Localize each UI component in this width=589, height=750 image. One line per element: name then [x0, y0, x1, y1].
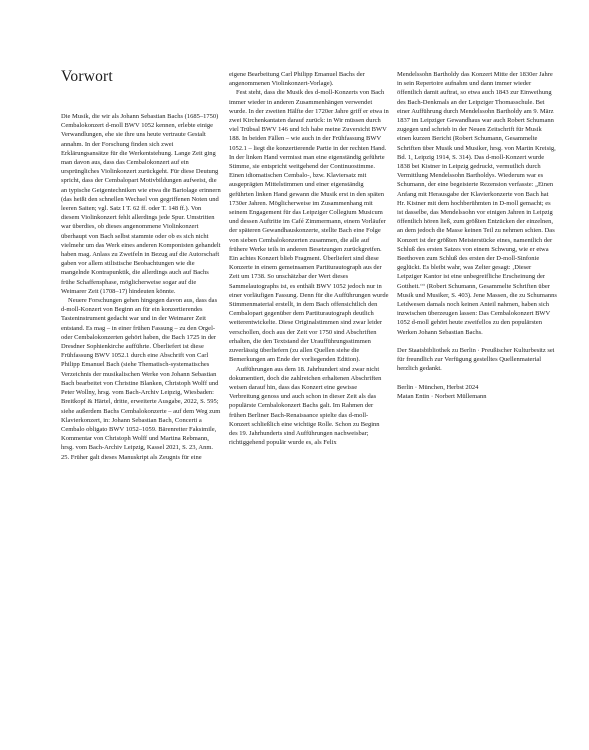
page-title: Vorwort	[61, 68, 113, 85]
place-date: Berlin · München, Herbst 2024	[397, 383, 479, 391]
text-column-2	[229, 70, 389, 447]
text-column-1	[61, 112, 221, 462]
paragraph: Mendelssohn Bartholdy das Konzert Mitte der 1830er Jahre in sein Repertoire aufnahm und dann immer wieder öffentlich damit auftrat, so etwa auch 1843 zur Einweihung des Bach-Denkmals an der Leipziger Thomasschule. Bei einer Aufführung durch Mendelssohn Bartholdy am 9. März 1837 im Leipziger Gewandhaus war auch Robert Schumann zugegen und schrieb in der Neuen Zeitschrift für Musik einen kurzen Bericht (Robert Schumann, Gesammelte Schriften über Musik und Musiker, hrsg. von Martin Kreisig, Bd. 1, Leipzig 1914, S. 314). Das d-moll-Konzert wurde 1838 bei Kistner in Leipzig gedruckt, vermutlich durch Vermittlung Mendelssohn Bartholdys. Wiederum war es Schumann, der eine begeisterte Rezension verfasste: „Einen Anfang mit Herausgabe der Klavierkonzerte von Bach hat Hr. Kistner mit dem hochberühmten in D-moll gemacht; es ist dasselbe, das Mendelssohn vor einigen Jahren in Leipzig öffentlich hören ließ, zum größten Entzücken der einzelnen, an dem jedoch die Masse keinen Teil zu nehmen schien. Das Konzert ist der größten Meisterstücke eines, namentlich der Schluß des ersten Satzes von einem Schwung, wie er etwa Beethoven zum Schluß des ersten der D-moll-Sinfonie geglückt. Es bleibt wahr, was Zelter gesagt: ‚Dieser Leipziger Kantor ist eine unbegreifliche Erscheinung der Gottheit.‘“ (Robert Schumann, Gesammelte Schriften über Musik und Musiker, S. 403). Jene Massen, die zu Schumanns Leidwesen damals noch keinen Anteil nahmen, haben sich inzwischen überzeugen lassen: Das Cembalokonzert BWV 1052 d-moll gehört heute zweifellos zu den populärsten Werken Johann Sebastian Bachs.	[397, 71, 557, 336]
acknowledgement: Der Staatsbibliothek zu Berlin · Preußischer Kulturbesitz sei für freundlich zur Verfügung gestelltes Quellenmaterial herzlich gedankt.	[397, 347, 555, 373]
text-column-3	[397, 70, 557, 401]
paragraph: Neuere Forschungen gehen hingegen davon aus, dass das d-moll-Konzert von Beginn an für ein konzertierendes Tasteninstrument gedacht war und in der Weimarer Zeit entstand. Es mag – in einer frühen Fassung – zu den Orgel- oder Cembalokonzerten gehört haben, die Bach 1725 in der Dresdner Sophienkirche aufführte. Überliefert ist diese Frühfassung BWV 1052.1 durch eine Abschrift von Carl Philipp Emanuel Bach (siehe Thematisch-systematisches Verzeichnis der musikalischen Werke von Johann Sebastian Bach bearbeitet von Christine Blanken, Christoph Wolff und Peter Wollny, hrsg. vom Bach-Archiv Leipzig, Wiesbaden: Breitkopf & Härtel, dritte, erweiterte Ausgabe, 2022, S. 595; siehe außerdem Bachs Cembalokonzerte – auf dem Weg zum Klavierkonzert, in: Johann Sebastian Bach, Concerti a Cembalo obligato BWV 1052–1059. Bärenreiter Faksimile, Kommentar von Christoph Wolff und Martina Rebmann, hrsg. vom Bach-Archiv Leipzig, Kassel 2021, S. 23, Anm. 25. Früher galt dieses Manuskript als Zeugnis für eine	[61, 297, 221, 461]
paragraph: Fest steht, dass die Musik des d-moll-Konzerts von Bach immer wieder in anderen Zusammenhängen verwendet wurde. In der zweiten Hälfte der 1720er Jahre griff er etwa in zwei Kirchenkantaten darauf zurück: in Wir müssen durch viel Trübsal BWV 146 und Ich habe meine Zuversicht BWV 188. In beiden Fällen – wie auch in der Frühfassung BWV 1052.1 – liegt die konzertierende Partie in der rechten Hand. In der linken Hand vermisst man eine eigenständig geführte Stimme, sie entspricht weitgehend der Continuostimme. Einen idiomatischen Cembalo-, bzw. Klaviersatz mit ausgeprägten Mittelstimmen und einer eigenständig geführten linken Hand gewann die Musik erst in den späten 1730er Jahren. Möglicherweise im Zusammenhang mit seinem Engagement für das Leipziger Collegium Musicum und dessen Auftritte im Café Zimmermann, einem Vorläufer der späteren Gewandhauskonzerte, stellte Bach eine Folge von sieben Cembalokonzerten zusammen, die alle auf frühere Werke teils in anderen Besetzungen zurückgreifen. Ein achtes Konzert blieb Fragment. Überliefert sind diese Konzerte in einem gemeinsamen Partiturautograph aus der Zeit um 1738. So unschätzbar der Wert dieses Sammelautographs ist, es enthält BWV 1052 jedoch nur in einer vorläufigen Fassung. Denn für die Aufführungen wurde Stimmenmaterial erstellt, in dem Bach offensichtlich den Cembalopart gegenüber dem Partiturautograph deutlich weiterentwickelte. Diese Originalstimmen sind zwar leider verschollen, doch aus der Zeit vor 1750 sind Abschriften erhalten, die den Textstand der Uraufführungsstimmen zuverlässig überliefern (zu allen Quellen siehe die Bemerkungen am Ende der vorliegenden Edition).	[229, 89, 389, 364]
paragraph: Die Musik, die wir als Johann Sebastian Bachs (1685–1750) Cembalokonzert d-moll BWV 1052 kennen, erlebte einige Verwandlungen, ehe sie ihre uns heute vertraute Gestalt annahm. In der Forschung finden sich zwei Erklärungsansätze für die Werkentstehung. Lange Zeit ging man davon aus, dass das Cembalokonzert auf ein ursprüngliches Violinkonzert zurückgeht. Für diese Deutung spricht, dass der Cembalopart Motivbildungen aufweist, die an typische Geigentechniken wie etwa die Bariolage erinnern (das heißt den schnellen Wechsel von gegriffenen Noten und leeren Saiten; vgl. Satz I T. 62 ff. oder T. 148 ff.). Von diesem Violinkonzert fehlt allerdings jede Spur. Umstritten war überdies, ob dieses angenommene Violinkonzert überhaupt von Bach selbst stammte oder ob es sich nicht vielmehr um das Werk eines anderen Komponisten gehandelt haben mag. Anlass zu Zweifeln in Bezug auf die Autorschaft gaben vor allem stilistische Beobachtungen wie die mangelnde Kontrapunktik, die allerdings auch auf Bachs frühe Schaffensphase, möglicherweise sogar auf die Weimarer Zeit (1708–17) hindeuten könnte.	[61, 113, 221, 295]
paragraph: Aufführungen aus dem 18. Jahrhundert sind zwar nicht dokumentiert, doch die zahlreichen erhaltenen Abschriften weisen darauf hin, dass das Konzert eine gewisse Verbreitung genoss und auch schon in dieser Zeit als das populärste Cembalokonzert Bachs galt. Im Rahmen der frühen Berliner Bach-Renaissance spielte das d-moll-Konzert schließlich eine wichtige Rolle. Schon zu Beginn des 19. Jahrhunderts sind Aufführungen nachweisbar; richtiggehend populär wurde es, als Felix	[229, 365, 382, 447]
authors: Matan Entin · Norbert Müllemann	[397, 393, 487, 401]
paragraph: eigene Bearbeitung Carl Philipp Emanuel Bachs der angenommenen Violinkonzert-Vorlage).	[229, 71, 365, 88]
